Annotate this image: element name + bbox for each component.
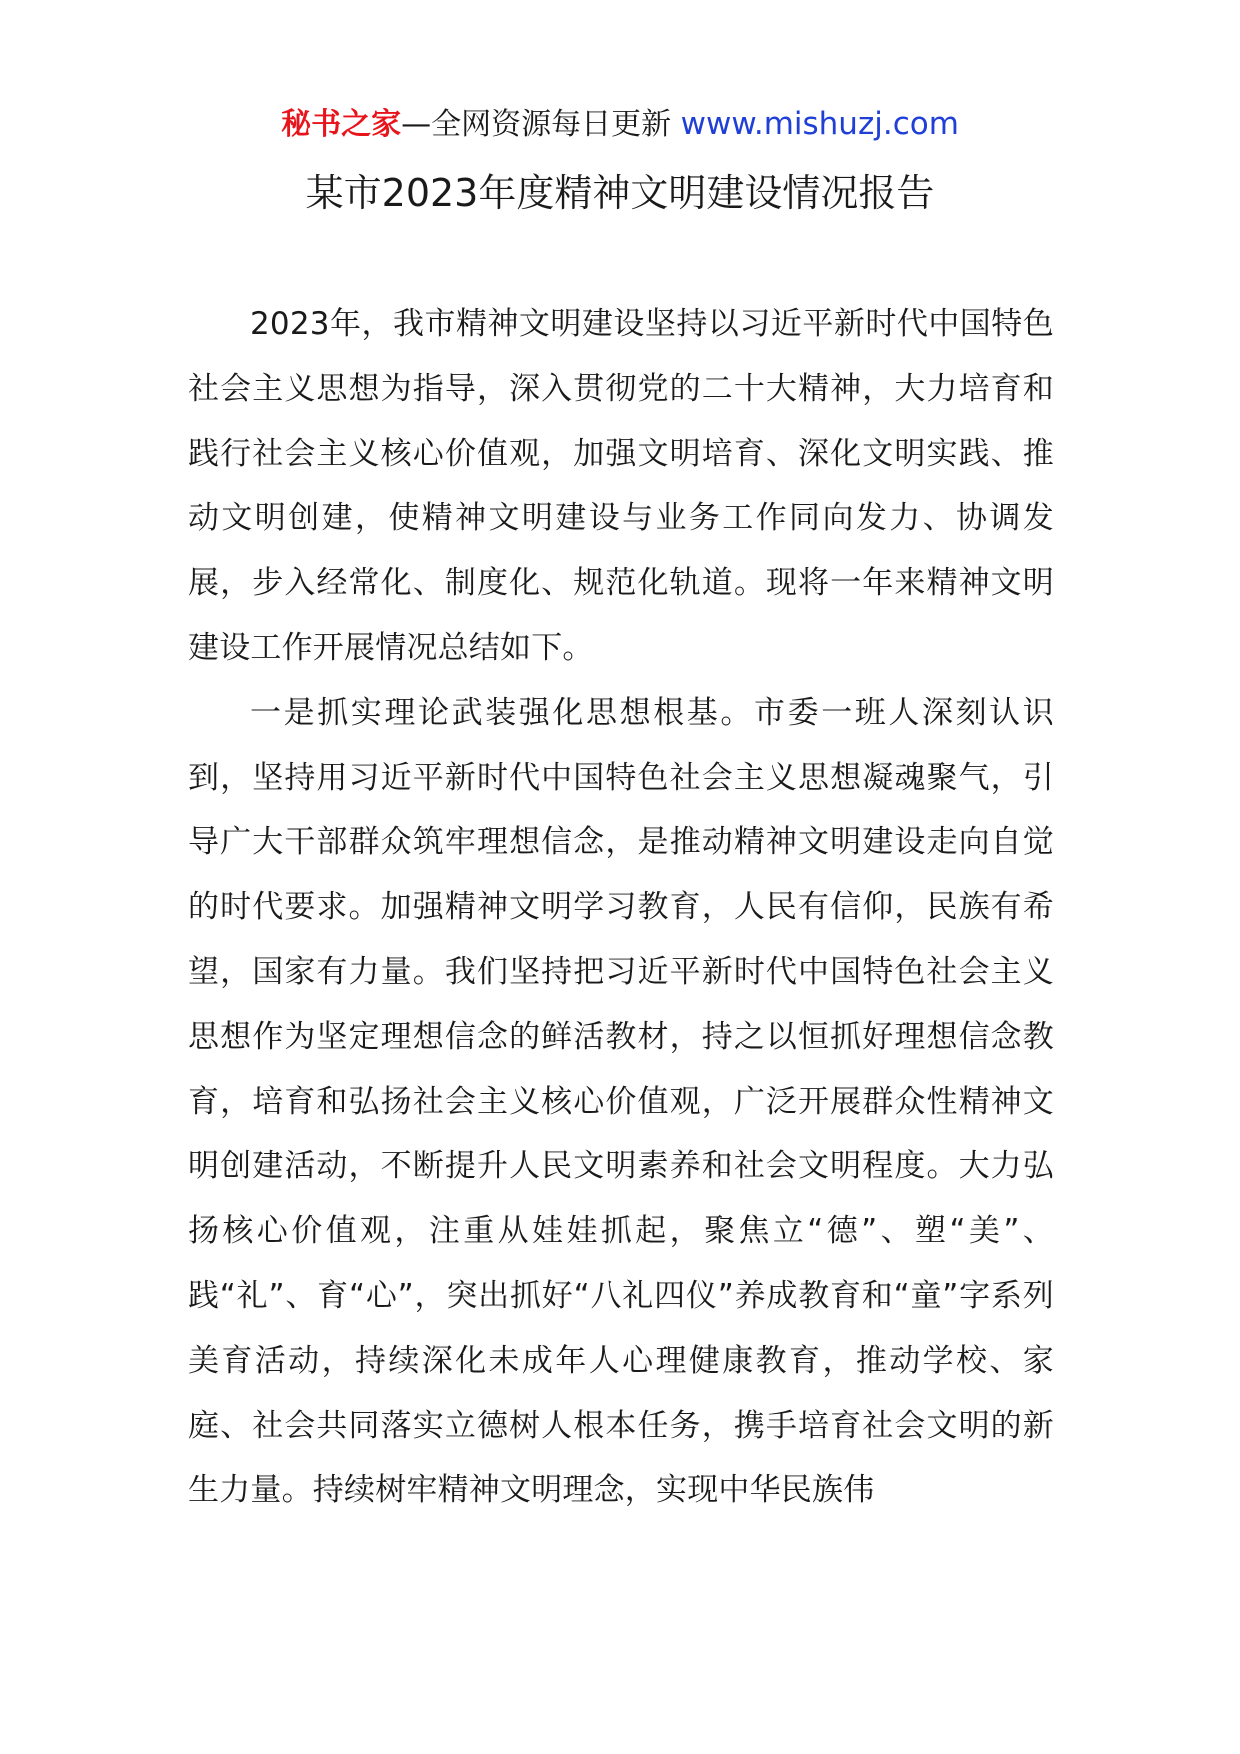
site-header: [0, 104, 1240, 145]
document-title: 某市2023年度精神文明建设情况报告: [305, 171, 935, 215]
paragraph-intro: 2023年，我市精神文明建设坚持以习近平新时代中国特色社会主义思想为指导，深入贯彻党的二十大精神，大力培育和践行社会主义核心价值观，加强文明培育、深化文明实践、推动文明创建，使精神文明建设与业务工作同向发力、协调发展，步入经常化、制度化、规范化轨道。现将一年来精神文明建设工作开展情况总结如下。: [188, 306, 1054, 666]
site-url[interactable]: www.mishuzj.com: [680, 106, 959, 142]
document-body: [188, 292, 1054, 1523]
paragraph-section-one: 一是抓实理论武装强化思想根基。市委一班人深刻认识到，坚持用习近平新时代中国特色社会主义思想凝魂聚气，引导广大干部群众筑牢理想信念，是推动精神文明建设走向自觉的时代要求。加强精神文明学习教育，人民有信仰，民族有希望，国家有力量。我们坚持把习近平新时代中国特色社会主义思想作为坚定理想信念的鲜活教材，持之以恒抓好理想信念教育，培育和弘扬社会主义核心价值观，广泛开展群众性精神文明创建活动，不断提升人民文明素养和社会文明程度。大力弘扬核心价值观，注重从娃娃抓起，聚焦立“德”、塑“美”、践“礼”、育“心”，突出抓好“八礼四仪”养成教育和“童”字系列美育活动，持续深化未成年人心理健康教育，推动学校、家庭、社会共同落实立德树人根本任务，携手培育社会文明的新生力量。持续树牢精神文明理念，实现中华民族伟: [188, 694, 1054, 1509]
site-brand: 秘书之家: [281, 107, 402, 142]
site-tagline: —全网资源每日更新: [401, 107, 672, 142]
